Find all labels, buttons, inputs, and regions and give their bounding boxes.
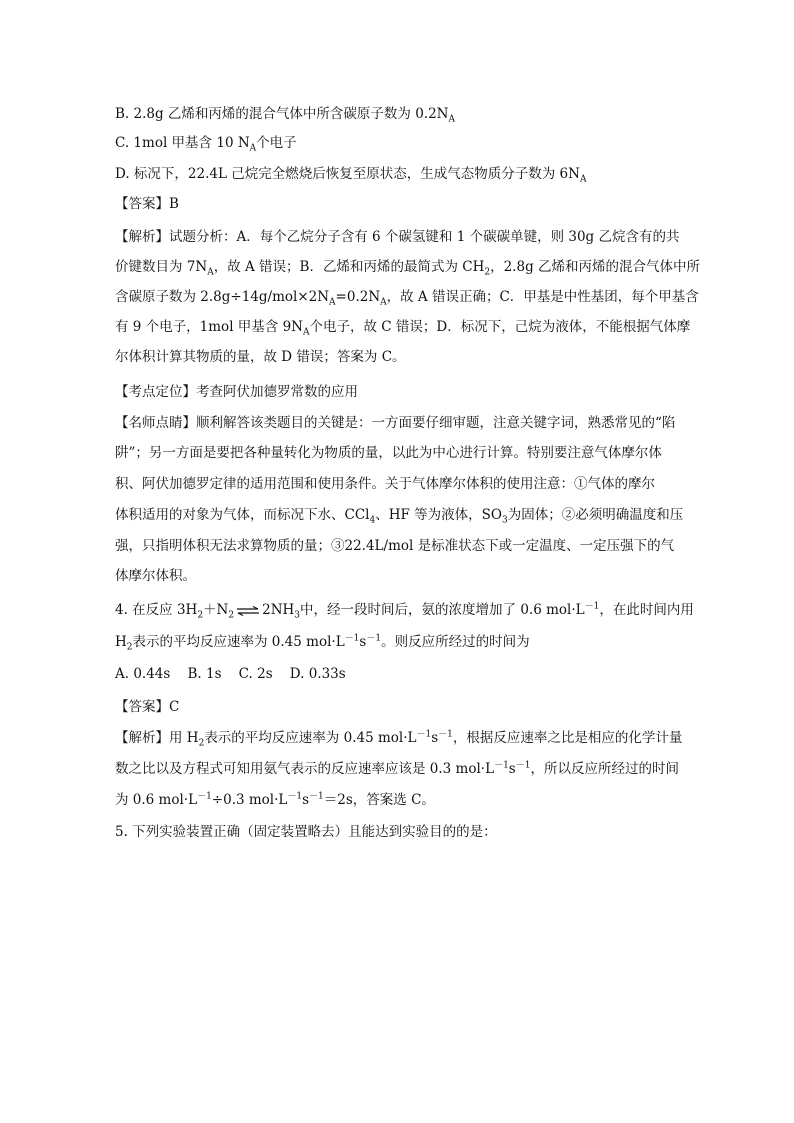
analysis-1-line-3 (115, 287, 699, 307)
analysis-1-text: ，故 A 错误正确；C．甲基是中性基团，每个甲基含 (386, 289, 699, 305)
mingshi-line-4 (115, 505, 683, 525)
question-4-text: ＋N (203, 602, 229, 618)
analysis-1-text: ，故 A 错误；B．乙烯和丙烯的最简式为 CH (213, 259, 485, 275)
analysis-2-text: ＝2s，答案选 C。 (323, 792, 435, 808)
analysis-2-text: 为 0.6 mol·L (115, 792, 198, 808)
analysis-1-text: ，2.8g 乙烯和丙烯的混合气体中所 (490, 259, 700, 275)
question-4-line-1 (115, 600, 694, 620)
kaodian-line (115, 382, 358, 402)
question-4-text: 表示的平均反应速率为 0.45 mol·L (132, 634, 345, 650)
analysis-2-text: 【解析】用 H (115, 730, 199, 746)
analysis-2-text: s (302, 792, 310, 808)
equilibrium-arrow-icon (236, 606, 260, 616)
analysis-2-text: s (508, 761, 516, 777)
analysis-1-text: 尔体积计算其物质的量，故 D 错误；答案为 C。 (115, 349, 406, 365)
mingshi-text: 为固体；②必须明确温度和压 (507, 507, 684, 523)
mingshi-text: 积、阿伏加德罗定律的适用范围和使用条件。关于气体摩尔体积的使用注意：①气体的摩尔 (115, 476, 655, 492)
mingshi-line-1 (115, 413, 675, 433)
superscript: －1 (344, 633, 360, 644)
question-5-text: 5. 下列实验装置正确（固定装置略去）且能达到实验目的的是： (115, 824, 497, 840)
mingshi-line-5 (115, 536, 674, 556)
analysis-2-line-1 (115, 728, 682, 748)
answer-2-text: 【答案】C (115, 699, 180, 715)
mingshi-line-6 (115, 566, 196, 586)
question-4-text: 4. 在反应 3H (115, 602, 198, 618)
analysis-1-text: =0.2N (335, 289, 381, 305)
subscript: 2 (197, 610, 204, 621)
subscript: A (448, 114, 455, 125)
analysis-1-text: 价键数目为 7N (115, 259, 208, 275)
answer-1 (115, 194, 179, 214)
question-4-line-2 (115, 632, 530, 652)
analysis-2-text: ，所以反应所经过的时间 (530, 761, 679, 777)
subscript: 2 (126, 642, 133, 653)
analysis-2-line-2 (115, 759, 679, 779)
analysis-1-line-4 (115, 317, 690, 337)
analysis-2-text: ÷0.3 mol·L (211, 792, 288, 808)
subscript: A (380, 297, 387, 308)
superscript: －1 (366, 633, 382, 644)
option-c-text: C. 1mol 甲基含 10 N (115, 135, 250, 151)
subscript: 3 (294, 610, 301, 621)
superscript: －1 (494, 760, 509, 771)
subscript: A (329, 297, 336, 308)
question-5 (115, 822, 497, 842)
superscript: －1 (438, 729, 453, 740)
subscript: A (579, 174, 587, 185)
answer-2 (115, 697, 179, 717)
answer-1-text: 【答案】B (115, 196, 179, 212)
question-4-text: H (115, 634, 127, 650)
subscript: 4 (369, 515, 376, 526)
question-4-text: 中，经一段时间后，氨的浓度增加了 0.6 mol·L (300, 602, 585, 618)
analysis-1-text: 有 9 个电子，1mol 甲基含 9N (115, 319, 303, 335)
analysis-1-line-1 (115, 227, 680, 247)
option-c-line (115, 133, 297, 153)
analysis-1-line-2 (115, 257, 700, 277)
option-d-text: D. 标况下，22.4L 己烷完全燃烧后恢复至原状态，生成气态物质分子数为 6N (115, 166, 580, 182)
analysis-2-text: 数之比以及方程式可知用氨气表示的反应速率应该是 0.3 mol·L (115, 761, 495, 777)
analysis-1-line-5 (115, 347, 406, 367)
analysis-2-text: 表示的平均反应速率为 0.45 mol·L (204, 730, 417, 746)
mingshi-text: 体摩尔体积。 (115, 568, 196, 584)
question-4-options-text: A. 0.44s B. 1s C. 2s D. 0.33s (115, 666, 346, 682)
option-b-text: B. 2.8g 乙烯和丙烯的混合气体中所含碳原子数为 0.2N (115, 106, 449, 122)
option-c-text-end: 个电子 (256, 135, 297, 151)
option-b-line (115, 104, 455, 124)
question-4-text: s (359, 634, 367, 650)
mingshi-text: 强，只指明体积无法求算物质的量；③22.4L/mol 是标准状态下或一定温度、一定压强下的气 (115, 538, 675, 554)
subscript: 2 (228, 610, 235, 621)
analysis-2-text: s (431, 730, 439, 746)
subscript: A (207, 267, 214, 278)
superscript: －1 (309, 791, 324, 802)
analysis-1-text: 【解析】试题分析：A．每个乙烷分子含有 6 个碳氢键和 1 个碳碳单键，则 30g 乙烷含有的共 (115, 229, 680, 245)
superscript: －1 (515, 760, 531, 771)
mingshi-text: 体积适用的对象为气体，而标况下水、CCl (115, 507, 370, 523)
subscript: 2 (198, 738, 205, 749)
superscript: －1 (584, 601, 600, 612)
mingshi-line-2 (115, 443, 662, 463)
analysis-2-line-3 (115, 790, 435, 810)
option-d-line (115, 164, 586, 184)
mingshi-line-3 (115, 474, 655, 494)
superscript: －1 (416, 729, 432, 740)
subscript: 3 (501, 515, 508, 526)
subscript: A (303, 327, 310, 338)
mingshi-text: 【名师点睛】顺利解答该类题目的关键是：一方面要仔细审题，注意关键字词，熟悉常见的“陷 (115, 415, 676, 431)
superscript: －1 (197, 791, 212, 802)
subscript: A (249, 143, 257, 154)
kaodian-text: 【考点定位】考查阿伏加德罗常数的应用 (115, 384, 358, 400)
analysis-1-text: 含碳原子数为 2.8g÷14g/mol×2N (115, 289, 330, 305)
question-4-text: 。则反应所经过的时间为 (381, 634, 530, 650)
analysis-2-text: ，根据反应速率之比是相应的化学计量 (452, 730, 683, 746)
superscript: －1 (287, 791, 303, 802)
question-4-text: 2NH (262, 602, 295, 618)
subscript: 2 (484, 267, 491, 278)
question-4-text: ，在此时间内用 (599, 602, 694, 618)
mingshi-text: 阱”；另一方面是要把各种量转化为物质的量，以此为中心进行计算。特别要注意气体摩尔体 (115, 445, 662, 461)
mingshi-text: 、HF 等为液体，SO (375, 507, 502, 523)
analysis-1-text: 个电子，故 C 错误；D．标况下，己烷为液体，不能根据气体摩 (309, 319, 691, 335)
question-4-options (115, 664, 346, 684)
